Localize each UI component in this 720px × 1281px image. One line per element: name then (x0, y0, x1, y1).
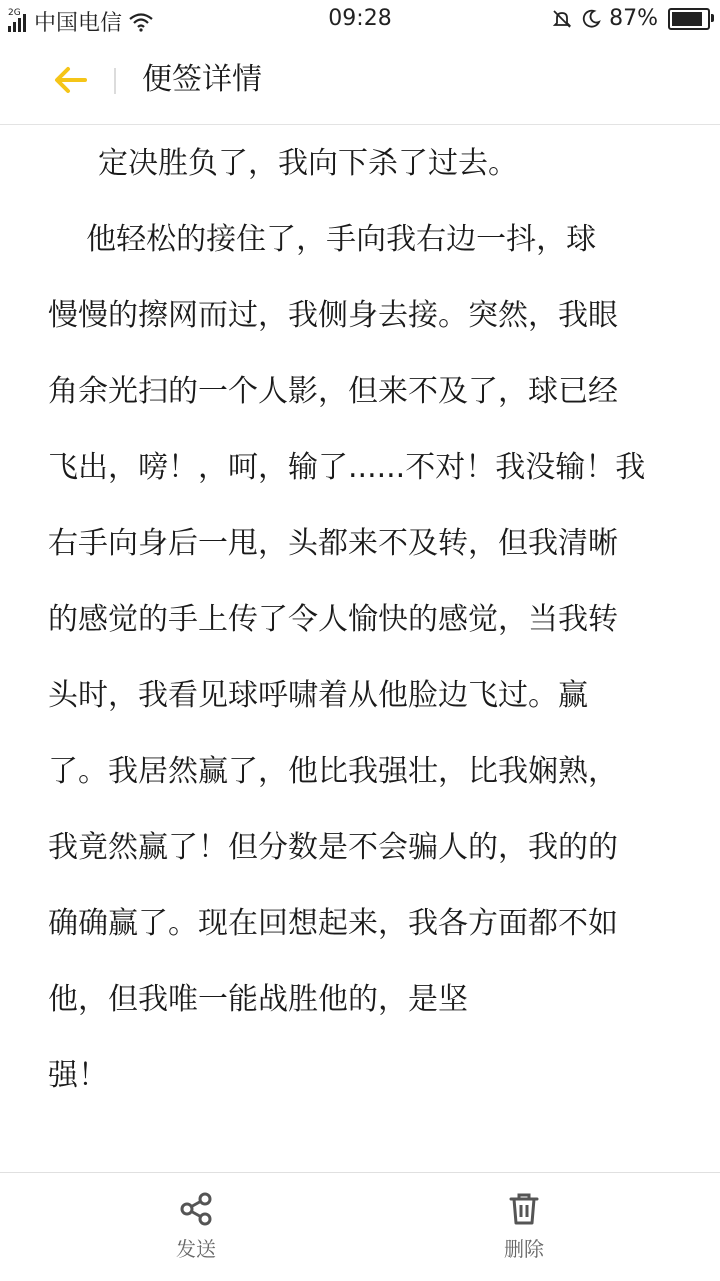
moon-icon (581, 9, 601, 29)
bottom-action-bar (0, 1172, 720, 1281)
note-line: 飞出，嗙！，呵，输了......不对！我没输！我 (48, 450, 646, 485)
battery-percent: 87% (609, 6, 658, 31)
note-line: 角余光扫的一个人影，但来不及了，球已经 (48, 374, 618, 409)
status-right (551, 6, 710, 31)
note-line: 头时，我看见球呼啸着从他脸边飞过。赢 (48, 678, 588, 713)
header (0, 38, 720, 125)
note-content (0, 126, 720, 1172)
carrier-name: 中国电信 (34, 11, 123, 36)
note-line: 他，但我唯一能战胜他的，是坚 (48, 982, 468, 1017)
delete-button[interactable] (464, 1191, 584, 1262)
send-button[interactable] (136, 1191, 256, 1262)
send-label: 发送 (176, 1237, 216, 1261)
note-line: 强！ (48, 1058, 108, 1093)
note-line: 定决胜负了，我向下杀了过去。 (98, 146, 518, 181)
trash-icon (506, 1191, 542, 1227)
battery-icon (668, 8, 710, 30)
note-line: 的感觉的手上传了令人愉快的感觉，当我转 (48, 602, 618, 637)
battery-fill (672, 12, 702, 26)
status-time: 09:28 (328, 6, 392, 31)
bell-mute-icon (551, 8, 573, 30)
arrow-left-icon (53, 66, 87, 94)
note-line: 了。我居然赢了，他比我强壮，比我娴熟， (48, 754, 618, 789)
note-line: 确确赢了。现在回想起来，我各方面都不如 (48, 906, 618, 941)
page-title: 便签详情 (142, 62, 262, 97)
note-line: 右手向身后一甩，头都来不及转，但我清晰 (48, 526, 618, 561)
delete-label: 删除 (504, 1237, 544, 1261)
status-bar (0, 0, 720, 38)
back-button[interactable] (48, 60, 92, 100)
network-type: 2G (8, 7, 21, 18)
note-line: 我竟然赢了！但分数是不会骗人的，我的的 (48, 830, 618, 865)
header-divider (114, 68, 116, 94)
note-line: 慢慢的擦网而过，我侧身去接。突然，我眼 (48, 298, 618, 333)
note-line: 他轻松的接住了，手向我右边一抖，球 (48, 222, 597, 257)
share-icon (178, 1191, 214, 1227)
